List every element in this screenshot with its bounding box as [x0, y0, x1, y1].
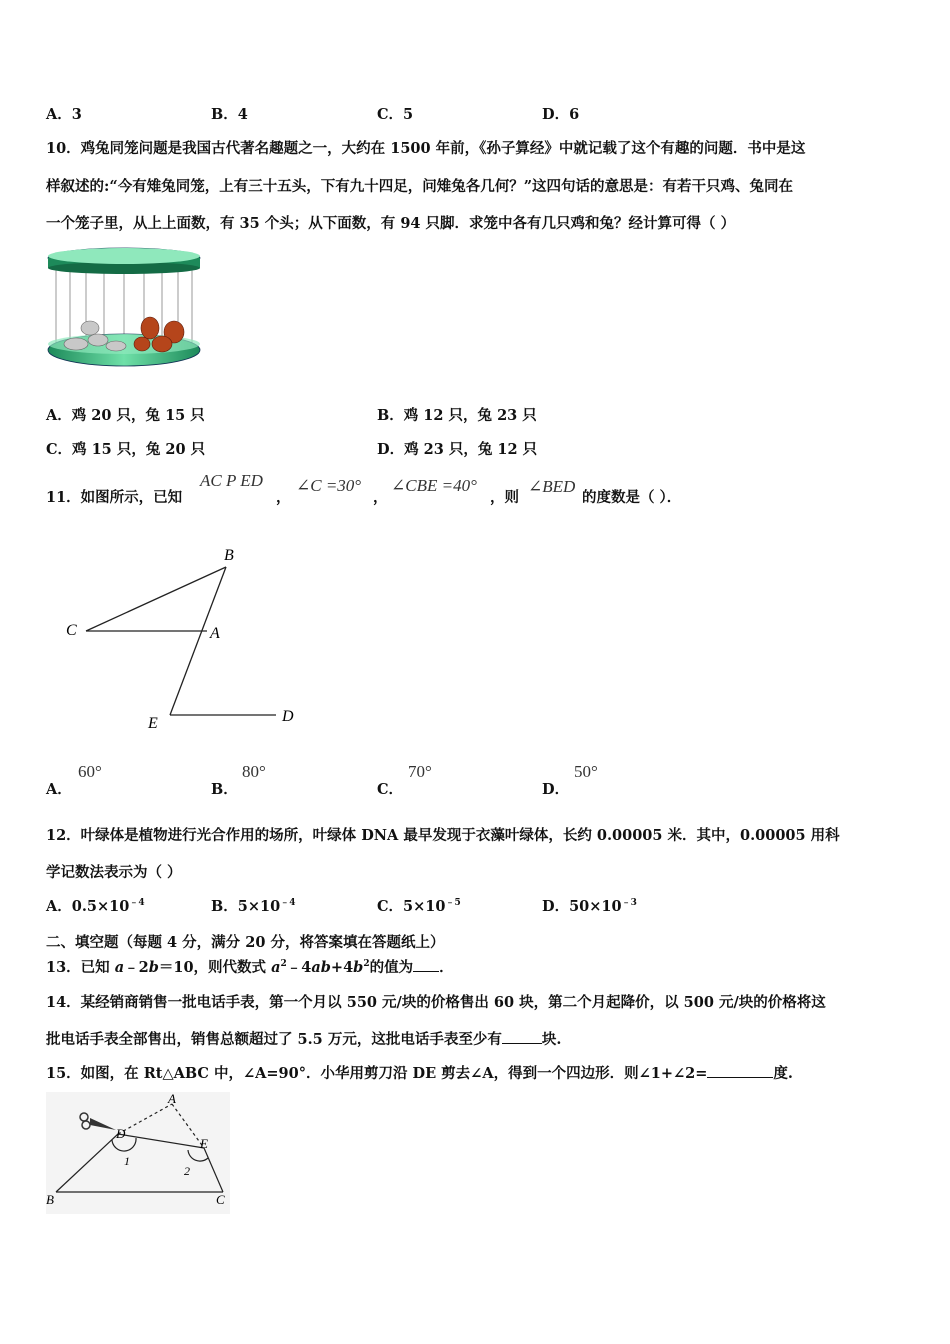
option-b-value: 80° [242, 762, 266, 781]
label-e: E [148, 715, 158, 732]
question-10-line-1: 10．鸡兔同笼问题是我国古代著名趣题之一，大约在 1500 年前，《孙子算经》中就记载了这个有趣的问题．书中是这 [46, 140, 806, 157]
label-b: B [224, 547, 234, 564]
option-c: C．鸡 15 只，兔 20 只 [46, 441, 206, 458]
chicken-rabbit-cage-illustration [46, 244, 202, 378]
angle-2-label: 2 [184, 1164, 190, 1178]
option-a: A．鸡 20 只，兔 15 只 [46, 407, 205, 424]
label-d: D [282, 708, 294, 725]
option-a: A． [46, 781, 72, 798]
answer-blank[interactable] [707, 1076, 773, 1078]
option-a-value: 60° [78, 762, 102, 781]
option-b: B． [211, 781, 238, 798]
label-c: C [66, 622, 77, 639]
option-d: D．鸡 23 只，兔 12 只 [377, 441, 538, 458]
answer-blank[interactable] [502, 1042, 542, 1044]
question-10-line-3: 一个笼子里，从上上面数，有 35 个头；从下面数，有 94 只脚．求笼中各有几只鸡和兔？经计算可得（ ） [46, 215, 736, 232]
option-b: B．鸡 12 只，兔 23 只 [377, 407, 537, 424]
label-c: C [216, 1192, 225, 1207]
option-d: D．6 [542, 106, 580, 123]
option-d: D． [542, 781, 570, 798]
section-heading: 二、填空题（每题 4 分，满分 20 分，将答案填在答题纸上） [46, 934, 445, 951]
label-e: E [200, 1136, 208, 1151]
question-11-mid: ，则 [490, 489, 519, 506]
scissors-icon [80, 1113, 116, 1130]
question-11-suffix: 的度数是（ ）． [582, 489, 682, 506]
option-d-value: 50° [574, 762, 598, 781]
option-a: A．3 [46, 106, 82, 123]
angle-c-expression: ∠C =30° [296, 476, 362, 495]
triangle-cut-figure [46, 1092, 230, 1214]
label-a: A [210, 625, 220, 642]
given-parallel-expression: AC P ED [200, 471, 263, 490]
option-b: B．4 [211, 106, 248, 123]
label-a: A [168, 1092, 176, 1106]
question-14-line-1: 14．某经销商销售一批电话手表，第一个月以 550 元/块的价格售出 60 块，第二个月起降价，以 500 元/块的价格将这 [46, 994, 826, 1011]
option-c: C．$5\times 10^{﹣5}$ [377, 898, 461, 915]
option-c: C．5 [377, 106, 414, 123]
separator: ， [373, 489, 388, 506]
question-13: 13．已知 a﹣2b＝10，则代数式 $a^2﹣4ab+4b^2$的值为 ． [46, 959, 454, 976]
option-c: C． [377, 781, 404, 798]
option-c-value: 70° [408, 762, 432, 781]
question-14-line-2: 批电话手表全部售出，销售总额超过了 5.5 万元，这批电话手表至少有 块. [46, 1031, 562, 1048]
label-d: D [116, 1126, 126, 1141]
question-12-line-1: 12．叶绿体是植物进行光合作用的场所，叶绿体 DNA 最早发现于衣藻叶绿体，长约 0.00005 米．其中，0.00005 用科 [46, 827, 840, 844]
question-12-line-2: 学记数法表示为（ ） [46, 864, 182, 881]
option-b: B．$5\times 10^{﹣4}$ [211, 898, 296, 915]
question-15: 15．如图，在 Rt△ABC 中，∠A=90°．小华用剪刀沿 DE 剪去∠A，得到一个四边形．则∠1+∠2= 度. [46, 1065, 793, 1082]
option-d: D．$50\times 10^{﹣3}$ [542, 898, 637, 915]
question-11-prefix: 11．如图所示，已知 [46, 489, 183, 506]
angle-1-label: 1 [124, 1154, 130, 1168]
angle-cbe-expression: ∠CBE =40° [391, 476, 477, 495]
question-10-line-2: 样叙述的:“今有雉兔同笼，上有三十五头，下有九十四足，问雉兔各几何？”这四句话的意思是：有若干只鸡、兔同在 [46, 178, 794, 195]
option-a: A．$0.5\times 10^{﹣4}$ [46, 898, 145, 915]
angle-bed-expression: ∠BED [528, 477, 576, 496]
label-b: B [46, 1192, 54, 1207]
parallel-lines-figure [60, 540, 310, 744]
separator: ， [276, 489, 291, 506]
answer-blank[interactable] [413, 970, 439, 972]
